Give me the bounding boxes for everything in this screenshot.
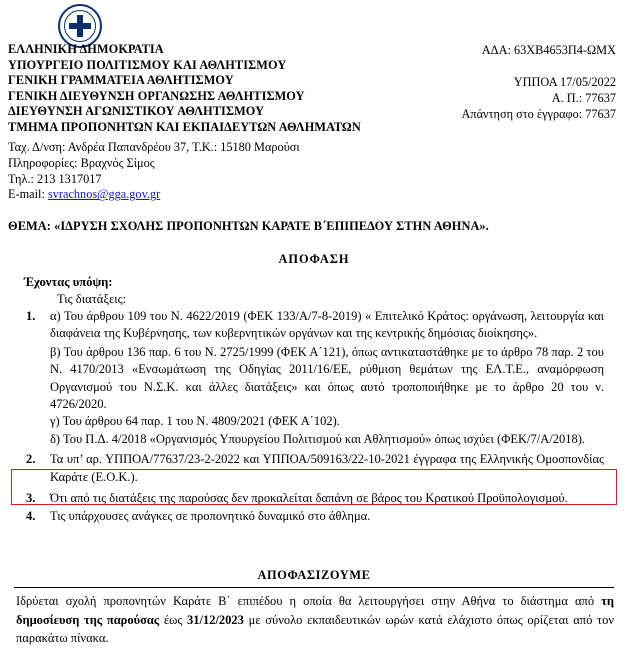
- list-item-text: Ότι από τις διατάξεις της παρούσας δεν προκαλείται δαπάνη σε βάρος του Κρατικού Προϋπολογισμού.: [50, 491, 568, 506]
- ada-number: ΑΔΑ: 63ΧΒ4653Π4-ΩΜΧ: [481, 43, 616, 57]
- subject-line: ΘΕΜΑ: «ΙΔΡΥΣΗ ΣΧΟΛΗΣ ΠΡΟΠΟΝΗΤΩΝ ΚΑΡΑΤΕ Β΄ΕΠΙΠΕΔΟΥ ΣΤΗΝ ΑΘΗΝΑ».: [8, 219, 489, 233]
- resolve-text-part2: έως: [159, 612, 187, 627]
- email-link[interactable]: svrachnos@gga.gov.gr: [47, 187, 161, 202]
- list-item-number: 3.: [26, 491, 36, 506]
- list-item-subparagraph: γ) Του άρθρου 64 παρ. 1 του Ν. 4809/2021 (ΦΕΚ Α΄102).: [50, 414, 340, 429]
- protocol-block: [366, 42, 620, 122]
- email-line: [8, 187, 358, 203]
- list-item: [24, 508, 614, 525]
- numbered-list: [24, 308, 614, 527]
- resolve-bold-end-date: 31/12/2023: [186, 612, 244, 627]
- phone-line: Τηλ.: 213 1317017: [8, 171, 102, 186]
- email-label: E-mail:: [8, 187, 48, 202]
- list-item: [24, 308, 614, 343]
- document-header: [8, 42, 620, 203]
- org-line: ΔΙΕΥΘΥΝΣΗ ΑΓΩΝΙΣΤΙΚΟΥ ΑΘΛΗΤΙΣΜΟΥ: [8, 104, 265, 118]
- org-line: ΥΠΟΥΡΓΕΙΟ ΠΟΛΙΤΙΣΜΟΥ ΚΑΙ ΑΘΛΗΤΙΣΜΟΥ: [8, 57, 287, 72]
- resolve-text-part1: Ιδρύεται σχολή προπονητών Καράτε Β΄ επιπέδου η οποία θα λειτουργήσει στην Αθήνα το διάστημα από: [16, 594, 602, 608]
- list-item-subparagraph: β) Του άρθρου 136 παρ. 6 του Ν. 2725/1999 (ΦΕΚ Α΄121), όπως αντικαταστάθηκε με το άρθρο 78 παρ. 2 του Ν. 4170/2013 «Ενσωμάτωση της Οδηγίας 2011/16/ΕΕ, ρύθμιση θεμάτων της ΕΛ.Τ.Ε., αναμόρφωση Οργανισμού του Ν.Σ.Κ. και άλλες διατάξεις» και όπως αυτό τροποποιήθηκε με το άρθρο 20 του ν. 4726/2020.: [50, 344, 604, 412]
- list-item: [24, 490, 614, 507]
- org-line: ΤΜΗΜΑ ΠΡΟΠΟΝΗΤΩΝ ΚΑΙ ΕΚΠΑΙΔΕΥΤΩΝ ΑΘΛΗΜΑΤΩΝ: [8, 119, 361, 134]
- list-item-number: 2.: [26, 452, 36, 467]
- resolve-paragraph: [16, 592, 614, 648]
- provisions-label: Τις διατάξεις:: [57, 292, 127, 306]
- org-line: ΕΛΛΗΝΙΚΗ ΔΗΜΟΚΡΑΤΙΑ: [8, 42, 164, 56]
- list-item-text: Τα υπ’ αρ. ΥΠΠΟΑ/77637/23-2-2022 και ΥΠΠΟΑ/509163/22-10-2021 έγγραφα της Ελληνικής Ομοσπονδίας Καράτε (Ε.Ο.Κ.).: [50, 452, 604, 484]
- list-item-subparagraph: δ) Του Π.Δ. 4/2018 «Οργανισμός Υπουργείου Πολιτισμού και Αθλητισμού» όπως ισχύει (ΦΕΚ/7/Α/2018).: [50, 431, 585, 446]
- issue-date: ΥΠΠΟΑ 17/05/2022: [513, 75, 616, 89]
- list-item-highlighted: [24, 451, 614, 486]
- reply-reference: Απάντηση στο έγγραφο: 77637: [461, 107, 616, 121]
- info-line: Πληροφορίες: Βραχνός Σίμος: [8, 155, 155, 170]
- protocol-number: Α. Π.: 77637: [551, 91, 616, 105]
- horizontal-divider: [14, 587, 614, 588]
- list-item-number: 1.: [26, 309, 36, 323]
- resolve-title: ΑΠΟΦΑΣΙΖΟΥΜΕ: [257, 568, 371, 582]
- having-regard-label: Έχοντας υπόψη:: [24, 275, 113, 289]
- org-line: ΓΕΝΙΚΗ ΔΙΕΥΘΥΝΣΗ ΟΡΓΑΝΩΣΗΣ ΑΘΛΗΤΙΣΜΟΥ: [8, 88, 305, 103]
- address-line: Ταχ. Δ/νση: Ανδρέα Παπανδρέου 37, Τ.Κ.: 15180 Μαρούσι: [8, 140, 300, 154]
- list-item-text: Τις υπάρχουσες ανάγκες σε προπονητικό δυναμικό στο άθλημα.: [50, 509, 371, 524]
- org-line: ΓΕΝΙΚΗ ΓΡΑΜΜΑΤΕΙΑ ΑΘΛΗΤΙΣΜΟΥ: [8, 73, 234, 87]
- resolve-bold-start: τη δημοσίευση της παρούσας: [16, 594, 614, 627]
- resolve-text-part3: με σύνολο εκπαιδευτικών ωρών κατά ελάχιστο όπως ορίζεται από τον παρακάτω πίνακα.: [16, 612, 614, 645]
- list-item-text: α) Του άρθρου 109 του Ν. 4622/2019 (ΦΕΚ 133/Α/7-8-2019) « Επιτελικό Κράτος: οργάνωση, λειτουργία και διαφάνεια της Κυβέρνησης, των κυβερνητικών οργάνων και της κεντρικής δημόσιας διοίκησης».: [50, 309, 604, 341]
- decision-title: ΑΠΟΦΑΣΗ: [278, 252, 350, 266]
- issuing-authority-block: [8, 42, 361, 203]
- list-item-number: 4.: [26, 509, 36, 524]
